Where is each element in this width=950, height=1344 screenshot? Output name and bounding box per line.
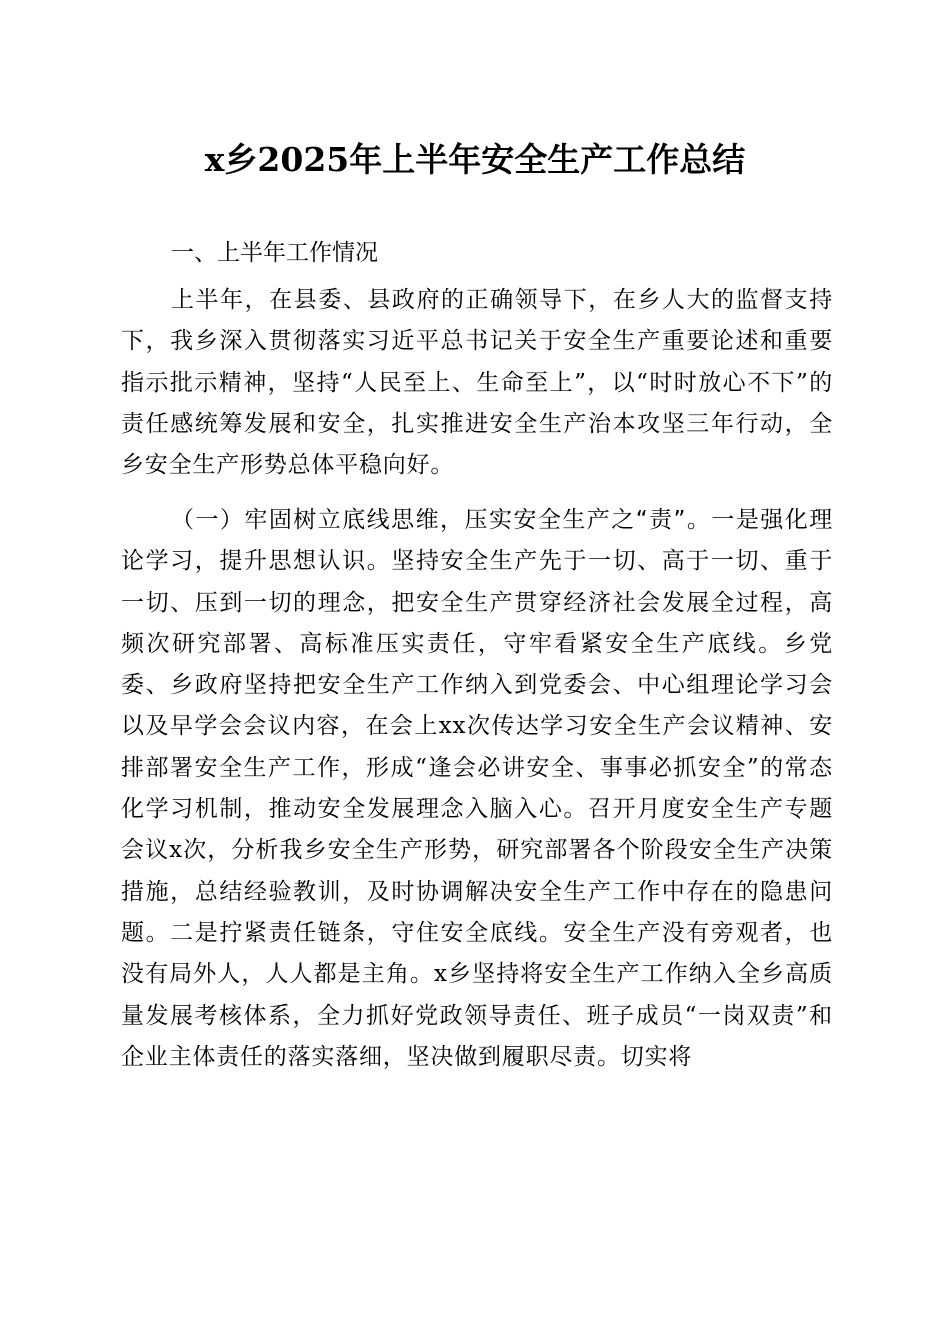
paragraph-responsibility [121, 500, 833, 1078]
section-heading: 一、上半年工作情况 [171, 240, 378, 266]
paragraph-overview: 上半年，在县委、县政府的正确领导下，在乡人大的监督支持下，我乡深入贯彻落实习近平总书记关于安全生产重要论述和重要指示批示精神，坚持“人民至上、生命至上”，以“时时放心不下”的责任感统筹发展和安全，扎实推进安全生产治本攻坚三年行动，全乡安全生产形势总体平稳向好。 [121, 287, 833, 479]
document-title: x乡2025年上半年安全生产工作总结 [204, 140, 746, 179]
paragraph-body: 一是强化理论学习，提升思想认识。坚持安全生产先于一切、高于一切、重于一切、压到一切的理念，把安全生产贯穿经济社会发展全过程，高频次研究部署、高标准压实责任，守牢看紧安全生产底线。乡党委、乡政府坚持把安全生产工作纳入到党委会、中心组理论学习会以及早学会会议内容，在会上xx次传达学习安全生产会议精神、安排部署安全生产工作，形成“逢会必讲安全、事事必抓安全”的常态化学习机制，推动安全发展理念入脑入心。召开月度安全生产专题会议x次，分析我乡安全生产形势，研究部署各个阶段安全生产决策措施，总结经验教训，及时协调解决安全生产工作中存在的隐患问题。二是拧紧责任链条，守住安全底线。安全生产没有旁观者，也没有局外人，人人都是主角。x乡坚持将安全生产工作纳入全乡高质量发展考核体系，全力抓好党政领导责任、班子成员“一岗双责”和企业主体责任的落实落细，坚决做到履职尽责。切实将 [121, 507, 834, 1070]
paragraph-lead-heading: （一）牢固树立底线思维，压实安全生产之“责”。 [171, 507, 712, 533]
